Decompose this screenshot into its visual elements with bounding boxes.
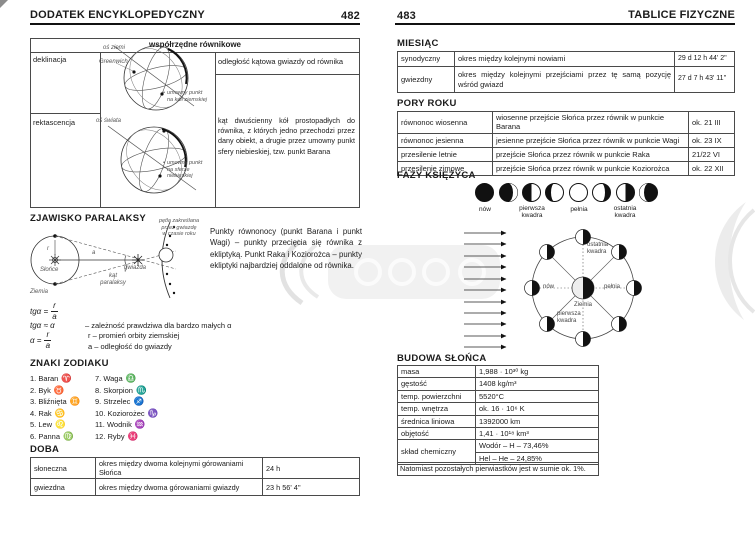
table-row	[398, 415, 599, 427]
month-table	[397, 51, 735, 93]
zodiac-column-2	[95, 373, 175, 442]
coords-label-divider	[30, 113, 100, 114]
zodiac-name: 6. Panna	[30, 431, 61, 441]
table-row	[31, 458, 360, 479]
season-row-label: przesilenie zimowe	[398, 161, 493, 175]
moon-phase-waning-crescent-icon	[639, 183, 658, 202]
parallax-angle-label	[93, 273, 133, 287]
doba-row-label: słoneczna	[31, 458, 96, 479]
zodiac-item	[30, 385, 92, 397]
moon-phase-full-icon	[569, 183, 588, 202]
sun-row-label: średnica liniowa	[398, 415, 476, 427]
loop-label-line1: pętla zakreślana	[158, 218, 200, 224]
scorpio-icon: ♏	[135, 384, 147, 395]
formula1-denominator: a	[52, 312, 57, 321]
zodiac-name: 10. Koziorożec	[95, 408, 145, 418]
declination-globe-diagram	[102, 44, 214, 116]
zodiac-name: 4. Rak	[30, 408, 52, 418]
moon-phase-last-quarter-icon	[616, 183, 635, 202]
season-row-description: przejście Słońca przez równik w punkcie Koziorożca	[493, 161, 689, 175]
globe1-note-text	[167, 90, 207, 103]
table-row	[398, 378, 599, 390]
sun-structure-heading: BUDOWA SŁOŃCA	[397, 353, 487, 364]
sun-row-label: objętość	[398, 427, 476, 439]
orbit-top-line1: ostatnia	[587, 242, 609, 248]
right-header-rule	[395, 23, 735, 25]
zodiac-item	[95, 385, 175, 397]
moon-phase-first-quarter-icon	[522, 183, 541, 202]
orbit-label-first-quarter	[557, 311, 581, 324]
zodiac-item	[30, 419, 92, 431]
zodiac-item	[95, 419, 175, 431]
moon-phase-new-icon	[475, 183, 494, 202]
globe2-point-note	[163, 160, 213, 180]
zodiac-name: 3. Bliźnięta	[30, 397, 67, 407]
sun-row-value: 1408 kg/m³	[476, 378, 599, 390]
globe1-note-line1: umowny punkt	[166, 90, 203, 96]
gemini-icon: ♊	[69, 396, 81, 407]
sun-row-value: 1,988 · 10³⁰ kg	[476, 366, 599, 378]
orbit-label-earth: Ziemia	[573, 302, 592, 308]
zodiac-name: 9. Strzelec	[95, 397, 131, 407]
table-row	[398, 52, 735, 67]
table-row	[398, 67, 735, 93]
formula3-fraction	[44, 331, 51, 350]
formula3-lhs: α =	[30, 336, 42, 345]
doba-heading: DOBA	[30, 444, 60, 455]
zodiac-name: 5. Lew	[30, 420, 53, 430]
globe1-note-line2: na kuli ziemskiej	[166, 96, 207, 103]
phase-first-line1: pierwsza	[519, 205, 545, 212]
formula-approx	[30, 321, 55, 330]
coords-row1-label: deklinacja	[33, 55, 67, 64]
month-row-label: gwiezdny	[398, 67, 455, 93]
season-row-label: równonoc jesienna	[398, 133, 493, 147]
zodiac-item	[95, 373, 175, 385]
orbit-label-full: pełnia	[604, 284, 621, 290]
left-page-number: 482	[341, 10, 360, 22]
doba-row-value: 23 h 56' 4''	[263, 479, 360, 496]
right-ascension-globe-diagram	[102, 120, 214, 198]
formula2-expression: tgα ≈ α	[30, 321, 55, 330]
zodiac-name: 8. Skorpion	[95, 385, 133, 395]
angle-label-line1: kąt	[108, 273, 117, 279]
zodiac-item	[30, 431, 92, 443]
leo-icon: ♌	[55, 419, 66, 430]
formula-approx-note: – zależność prawdziwa dla bardzo małych α	[85, 321, 232, 330]
table-row	[398, 390, 599, 402]
cancer-icon: ♋	[54, 407, 66, 418]
right-page-title: TABLICE FIZYCZNE	[628, 9, 735, 21]
season-row-value: ok. 21 III	[689, 112, 735, 134]
coords-row2-label: rektascencja	[33, 118, 76, 127]
orbit-bottom-line1: pierwsza	[557, 311, 581, 317]
phase-last-line1: ostatnia	[613, 205, 637, 212]
table-row	[398, 133, 735, 147]
month-row-value: 29 d 12 h 44' 2''	[675, 52, 735, 67]
sun-row-label: gęstość	[398, 378, 476, 390]
doba-row-description: okres między dwoma kolejnymi górowaniami Słońca	[96, 458, 263, 479]
globe1-greenwich-label: Greenwich	[99, 59, 128, 65]
table-row	[398, 112, 735, 134]
globe2-note-text	[167, 160, 213, 180]
orbit-top-line2: kwadra	[587, 248, 607, 255]
loop-label-line3: w czasie roku	[162, 231, 196, 238]
zodiac-item	[95, 431, 175, 443]
virgo-icon: ♍	[63, 430, 74, 441]
table-row	[398, 440, 599, 452]
table-row	[398, 403, 599, 415]
table-row	[398, 366, 599, 378]
orbit-bottom-line2: kwadra	[557, 317, 577, 324]
coords-vline-2	[215, 52, 216, 208]
coords-row1-desc: odległość kątowa gwiazdy od równika	[218, 57, 344, 66]
globe2-note-line2: na sferze niebieskiej	[166, 166, 193, 180]
capricorn-icon: ♑	[147, 407, 159, 418]
season-row-value: ok. 22 XII	[689, 161, 735, 175]
moon-phase-waning-gibbous-icon	[592, 183, 611, 202]
aries-icon: ♈	[61, 373, 72, 384]
parallax-r-label: r	[47, 246, 49, 252]
formula-note-r: r – promień orbity ziemskiej	[88, 331, 180, 340]
libra-icon: ♎	[125, 373, 137, 384]
zodiac-heading: ZNAKI ZODIAKU	[30, 358, 109, 369]
coords-row2-desc: kąt dwuścienny kół prostopadłych do równika, z których jedno przechodzi przez dany obiekt, a drugie przez umowny punkt sfery niebieskiej, tzw. punkt Barana	[218, 116, 355, 156]
zodiac-item	[95, 408, 175, 420]
formula-note-a: a – odległość do gwiazdy	[88, 342, 172, 351]
orbit-label-last-quarter	[587, 242, 608, 255]
globe2-axis-label: oś świata	[96, 118, 122, 124]
zodiac-column-1	[30, 373, 92, 442]
month-row-value: 27 d 7 h 43' 11''	[675, 67, 735, 93]
angle-label-line2: paralaksy	[100, 279, 126, 286]
coords-vline-1	[100, 52, 101, 208]
zodiac-name: 12. Ryby	[95, 431, 125, 441]
formula1-numerator: r	[53, 301, 56, 310]
zodiac-item	[30, 373, 92, 385]
formula-alpha	[30, 331, 51, 350]
zodiac-item	[30, 408, 92, 420]
sun-chem-helium: Hel – He – 24,85%	[476, 452, 599, 464]
formula1-fraction	[51, 302, 58, 321]
loop-label-line2: przez gwiazdę	[161, 224, 197, 231]
sagittarius-icon: ♐	[133, 396, 145, 407]
zodiac-item	[95, 396, 175, 408]
moon-phases-heading: FAZY KSIĘŻYCA	[397, 170, 476, 181]
phase-last-line2: kwadra	[614, 212, 636, 220]
taurus-icon: ♉	[53, 384, 65, 395]
sun-structure-footnote: Natomiast pozostałych pierwiastków jest w sumie ok. 1%.	[397, 462, 599, 476]
zodiac-name: 1. Baran	[30, 374, 59, 384]
formula-tg-alpha	[30, 302, 58, 321]
season-row-value: ok. 23 IX	[689, 133, 735, 147]
month-heading: MIESIĄC	[397, 38, 439, 49]
month-row-description: okres między kolejnymi przejściami przez tę samą pozycję wśród gwiazd	[455, 67, 675, 93]
season-row-label: równonoc wiosenna	[398, 112, 493, 134]
bullet-icon: •	[163, 160, 165, 166]
phase-label-full: pełnia	[570, 206, 588, 213]
zodiac-name: 11. Wodnik	[95, 420, 132, 430]
phase-first-line2: kwadra	[521, 212, 543, 220]
parallax-sun-label: Słońce	[40, 267, 59, 273]
phase-label-last-quarter	[605, 205, 645, 219]
coords-desc-divider	[215, 74, 360, 75]
seasons-table	[397, 111, 735, 176]
orbit-label-new: nów	[543, 284, 555, 290]
moon-phase-waxing-crescent-icon	[499, 183, 518, 202]
season-row-label: przesilenie letnie	[398, 147, 493, 161]
season-row-value: 21/22 VI	[689, 147, 735, 161]
seasons-heading: PORY ROKU	[397, 98, 457, 109]
doba-table	[30, 457, 360, 496]
moon-phase-waxing-gibbous-icon	[545, 183, 564, 202]
sun-row-value: 5520°C	[476, 390, 599, 402]
parallax-loop-label	[150, 218, 208, 238]
doba-row-label: gwiezdna	[31, 479, 96, 496]
sun-row-value: ok. 16 · 10⁶ K	[476, 403, 599, 415]
table-row	[31, 479, 360, 496]
season-row-description: przejście Słońca przez równik w punkcie Raka	[493, 147, 689, 161]
parallax-earth-label: Ziemia	[30, 289, 49, 295]
zodiac-name: 2. Byk	[30, 385, 51, 395]
globe1-axis-label: oś ziemi	[103, 45, 126, 51]
sun-chem-label: skład chemiczny	[398, 440, 476, 465]
sun-row-label: temp. wnętrza	[398, 403, 476, 415]
sun-row-value: 1,41 · 10¹⁸ km³	[476, 427, 599, 439]
pisces-icon: ♓	[127, 430, 139, 441]
phase-label-new: nów	[479, 206, 491, 213]
parallax-a-label: a	[92, 250, 96, 256]
bullet-icon: •	[163, 90, 165, 96]
month-row-description: okres między kolejnymi nowiami	[455, 52, 675, 67]
formula3-denominator: a	[45, 341, 51, 350]
sun-row-label: temp. powierzchni	[398, 390, 476, 402]
formula1-lhs: tgα =	[30, 307, 49, 316]
formula3-numerator: r	[46, 330, 50, 339]
sun-chem-hydrogen: Wodór – H – 73,46%	[476, 440, 599, 452]
season-row-description: jesienne przejście Słońca przez równik w punkcie Wagi	[493, 133, 689, 147]
table-row	[398, 147, 735, 161]
sun-row-label: masa	[398, 366, 476, 378]
season-row-description: wiosenne przejście Słońca przez równik w punkcie Barana	[493, 112, 689, 134]
globe1-point-note	[163, 90, 213, 103]
left-header-rule	[30, 23, 360, 25]
doba-row-description: okres między dwoma górowaniami gwiazdy	[96, 479, 263, 496]
phase-label-first-quarter	[512, 205, 552, 219]
aquarius-icon: ♒	[134, 419, 146, 430]
right-page-number: 483	[397, 10, 416, 22]
doba-row-value: 24 h	[263, 458, 360, 479]
globe2-note-line1: umowny punkt	[166, 160, 203, 166]
month-row-label: synodyczny	[398, 52, 455, 67]
parallax-heading: ZJAWISKO PARALAKSY	[30, 213, 147, 224]
table-row	[398, 427, 599, 439]
zodiac-item	[30, 396, 92, 408]
sun-row-value: 1392000 km	[476, 415, 599, 427]
parallax-star-label: gwiazda	[124, 265, 147, 271]
scan-corner-artifact	[0, 0, 8, 8]
left-page-title: DODATEK ENCYKLOPEDYCZNY	[30, 9, 205, 21]
parallax-description: Punkty równonocy (punkt Barana i punkt Wagi) – punkty przecięcia się równika z ekliptyką. Punkt Raka i Koziorożca – punkty ekliptyki najbardziej oddalone od równika.	[210, 227, 362, 270]
zodiac-name: 7. Waga	[95, 374, 123, 384]
sun-structure-table	[397, 365, 599, 465]
coords-table-title: współrzędne równikowe	[148, 40, 241, 49]
